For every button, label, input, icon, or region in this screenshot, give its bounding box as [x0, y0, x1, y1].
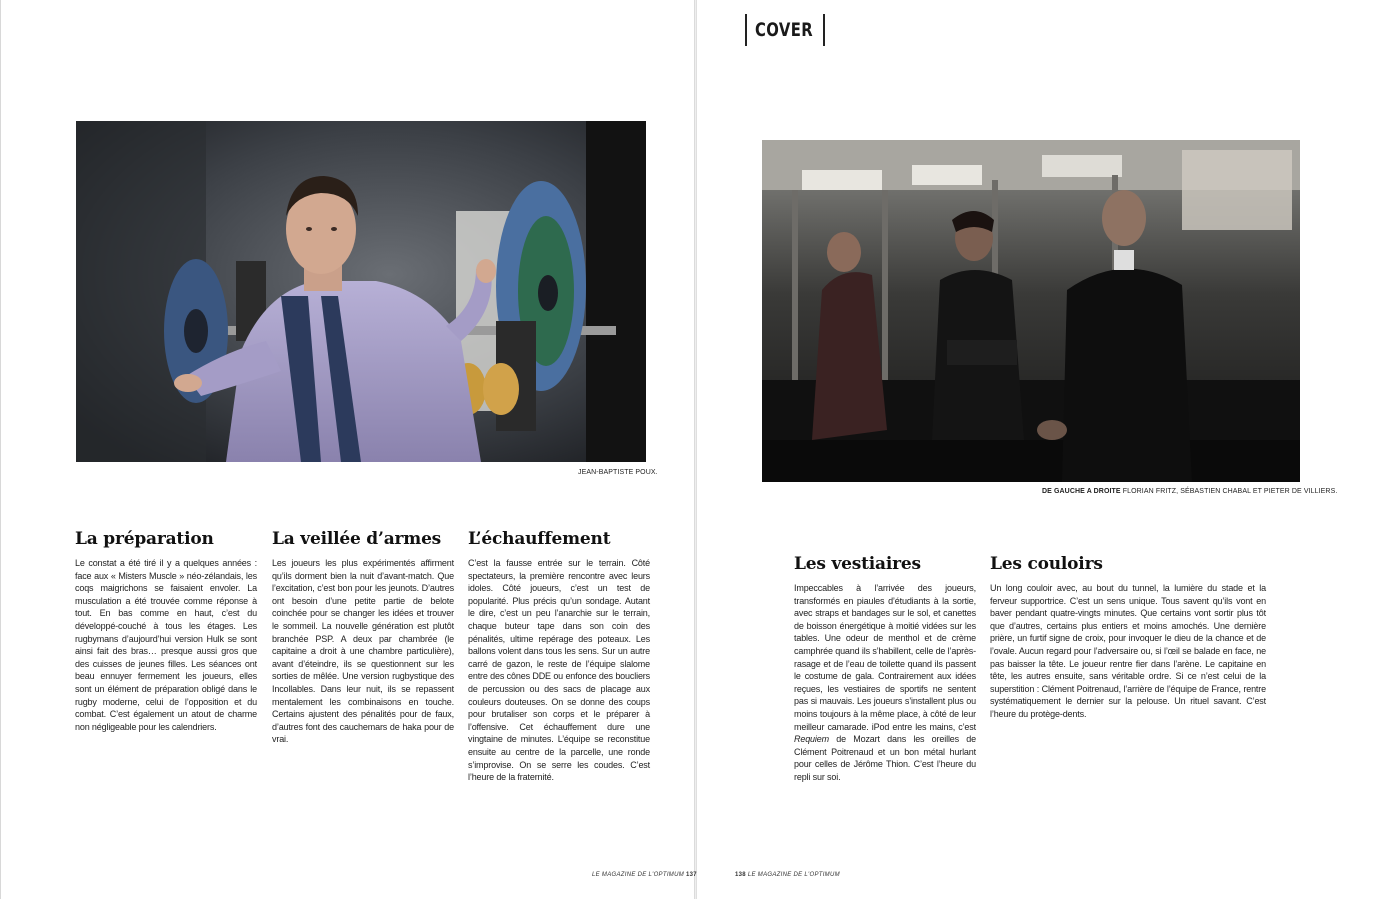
body-vestiaires-part1: Impeccables à l’arrivée des joueurs, transformés en piaules d’étudiants à la sortie, avec straps et bandages sur le sol, et canettes de boisson énergétique à moitié vidées sur les tables. Une odeur de menthol et de crème camphrée quand ils s’habillent, celle de l’après-rasage et de l’eau de toilette quand ils passent le costume de gala. Contrairement aux idées reçues, les vestiaires de sportifs ne sentent pas si mauvais. Les joueurs s’installent plus ou moins toujours à la même place, à côté de leur meilleur camarade. iPod entre les mains, c’est	[794, 583, 976, 732]
section-label	[745, 14, 825, 46]
heading-echauffement: L’échauffement	[468, 529, 611, 549]
column-couloirs	[990, 554, 1266, 721]
page-gutter	[694, 0, 697, 899]
body-couloirs: Un long couloir avec, au bout du tunnel, la lumière du stade et la ferveur supportrice. C’est un sens unique. Tous savent qu’ils vont en baver pendant quatre-vingts minutes. Que certains vont sortir plus tôt que d’autres, certains plus entiers et moins amochés. Une dernière prière, un furtif signe de croix, pour invoquer le dieu de la chance et de l’ovale. Aucun regard pour l’adversaire ou, si l’œil se balade en face, ne pas baisser la tête. Le joueur rentre fier dans l’arène. Le capitaine en tête, les autres ensuite, sans véritable ordre. Si ce n’est celui de la superstition : Clément Poitrenaud, l’arrière de l’équipe de France, rentre systématiquement le dernier sur la pelouse. Un rituel savant. C’est l’heure du protège-dents.	[990, 583, 1266, 719]
left-folio-title: LE MAGAZINE DE L'OPTIMUM	[592, 872, 685, 878]
section-label-text: COVER	[755, 19, 814, 41]
heading-preparation: La préparation	[75, 529, 214, 549]
body-vestiaires-part2: de Mozart dans les oreilles de Clément Poitrenaud et un bon métal hurlant pour celles de Jérôme Thion. C’est l’heure du repli sur soi.	[794, 734, 976, 782]
locker-room-photo	[762, 140, 1300, 482]
right-folio	[735, 872, 840, 878]
body-preparation: Le constat a été tiré il y a quelques années : face aux « Misters Muscle » néo-zélandais, les coqs maigrichons se faisaient envoler. La musculation a été trouvée comme réponse à tout. En bas comme en haut, c’est du développé-couché à tous les étages. Les rugbymans d’aujourd’hui version Hulk se sont ainsi fait des bras… presque aussi gros que des cuisses de jeunes filles. Les séances ont beau ennuyer fermement les joueurs, elles sont un élément de préparation obligé dans le rugby moderne, celui de l’opposition et du combat. C’est également un atout de charme non négligeable pour les calendriers.	[75, 558, 257, 732]
heading-couloirs: Les couloirs	[990, 554, 1103, 574]
locker-photo-caption	[1042, 488, 1337, 495]
column-echauffement	[468, 529, 650, 784]
body-echauffement: C’est la fausse entrée sur le terrain. Côté spectateurs, la première rencontre avec leurs idoles. Côté joueurs, c’est un test de popularité. Plus précis qu’un sondage. Autant le dire, c’est un peu l’anarchie sur le terrain, chaque buteur tape dans son coin des pénalités, ultime repérage des poteaux. Les ballons volent dans tous les sens. Sur un autre carré de gazon, le reste de l’équipe slalome entre des cônes DDE ou enfonce des boucliers de percussion ou des sacs de placage aux couleurs douteuses. On se donne des coups pour brutaliser son corps et le préparer à l’offensive. Cet échauffement dure une vingtaine de minutes. L’équipe se reconstitue ensuite au centre de la parcelle, une ronde s’improvise. On se serre les coudes. C’est l’heure de la fraternité.	[468, 558, 650, 783]
gym-portrait-photo	[76, 121, 646, 462]
locker-caption-names: FLORIAN FRITZ, SÉBASTIEN CHABAL ET PIETER DE VILLIERS.	[1122, 488, 1338, 495]
body-vestiaires-italic: Requiem	[794, 734, 829, 745]
locker-caption-lead: DE GAUCHE A DROITE	[1042, 488, 1121, 495]
body-veillee: Les joueurs les plus expérimentés affirment qu’ils dorment bien la nuit d’avant-match. Que l’excitation, c’est bon pour les jeunots. D’autres ont besoin d’une petite partie de belote coinchée pour se changer les idées et trouver le sommeil. La nouvelle génération est plutôt branchée PSP. A deux par chambrée (le capitaine a droit à une chambre particulière), avant d’éteindre, ils se questionnent sur les sorties de mêlée. Une version rugbystique des Incollables. Dans leur nuit, ils se repassent mentalement les combinaisons en touche. Certains ajustent des pénalités pour de faux, d’autres font des cauchemars de haka pour de vrai.	[272, 558, 454, 745]
column-vestiaires	[794, 554, 976, 784]
heading-vestiaires: Les vestiaires	[794, 554, 921, 574]
gym-photo-caption: JEAN-BAPTISTE POUX.	[578, 469, 658, 476]
right-folio-title: LE MAGAZINE DE L'OPTIMUM	[747, 872, 840, 878]
body-vestiaires	[794, 582, 976, 784]
column-preparation	[75, 529, 257, 733]
right-page-number: 138	[735, 872, 746, 878]
column-veillee	[272, 529, 454, 746]
heading-veillee: La veillée d’armes	[272, 529, 442, 549]
left-folio	[592, 872, 697, 878]
left-page-number: 137	[686, 872, 697, 878]
